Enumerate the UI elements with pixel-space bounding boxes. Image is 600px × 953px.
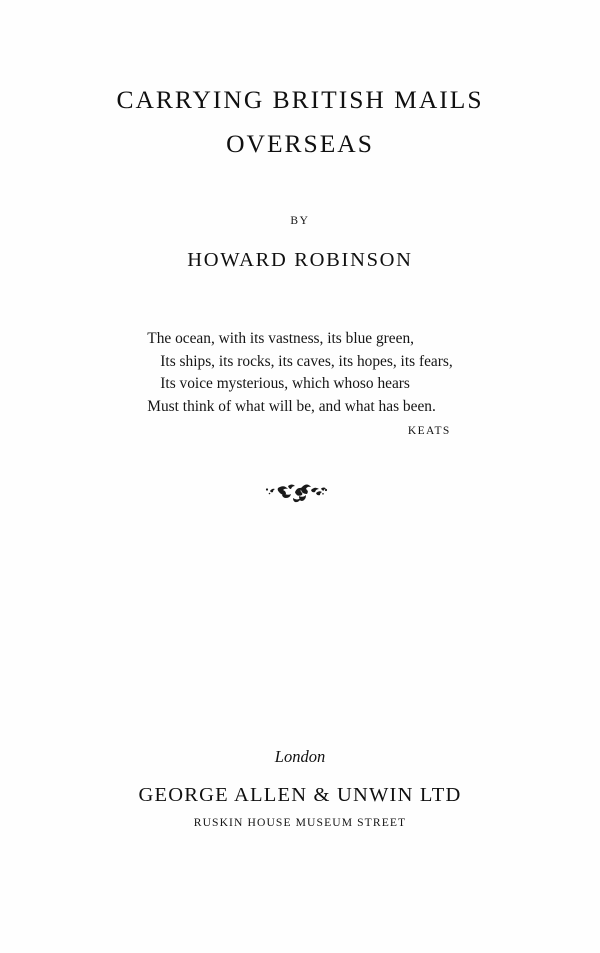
- epigraph-line: Must think of what will be, and what has been.: [147, 397, 436, 415]
- epigraph-line: The ocean, with its vastness, its blue green,: [147, 330, 415, 347]
- title-line-1: CARRYING BRITISH MAILS: [116, 85, 484, 114]
- epigraph-line: Its voice mysterious, which whoso hears: [160, 375, 410, 392]
- page-title: [0, 78, 600, 166]
- epigraph-line: Its ships, its rocks, its caves, its hopes, its fears,: [160, 352, 453, 370]
- floral-ornament-icon: [0, 480, 600, 520]
- by-label: BY: [290, 215, 310, 227]
- imprint-publisher: GEORGE ALLEN & UNWIN LTD: [138, 784, 462, 806]
- title-line-2: OVERSEAS: [226, 129, 374, 158]
- epigraph: [0, 328, 600, 439]
- imprint-city: London: [274, 747, 326, 766]
- author-name: HOWARD ROBINSON: [187, 249, 413, 271]
- epigraph-attribution: KEATS: [407, 425, 451, 437]
- imprint-address: RUSKIN HOUSE MUSEUM STREET: [193, 816, 407, 829]
- imprint: [0, 744, 600, 829]
